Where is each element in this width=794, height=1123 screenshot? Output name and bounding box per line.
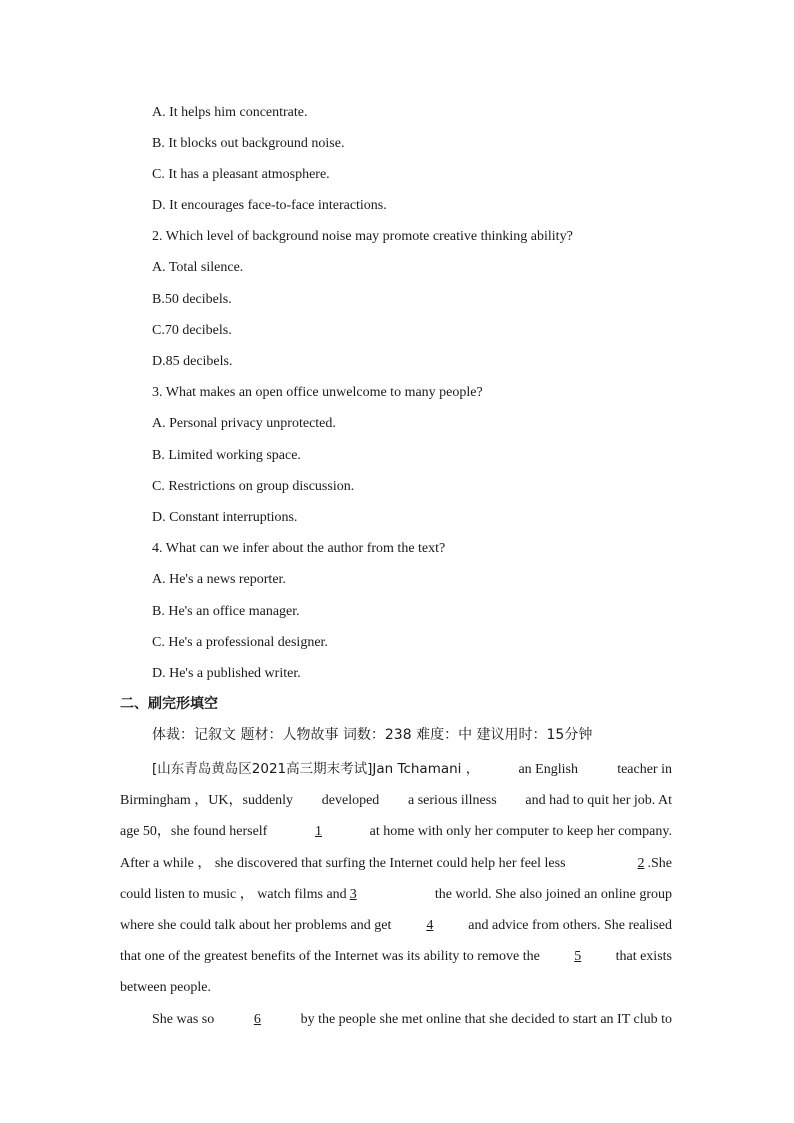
passage-line [120,879,672,910]
passage-text: at home with only her computer to keep her company. [369,824,672,840]
option-4-d: D. He's a published writer. [152,666,301,681]
option-1-d: D. It encourages face-to-face interactions. [152,198,387,213]
passage-line [120,941,672,972]
blank-3[interactable]: 3 [349,886,357,902]
question-2: 2. Which level of background noise may promote creative thinking ability? [152,229,573,244]
blank-4[interactable]: 4 [426,918,434,934]
passage-text: a serious illness [408,793,497,809]
passage-text: .She [647,855,672,871]
passage-text: age 50，she found herself [120,824,268,840]
passage-text: [山东青岛黄岛区2021高三期末考试]Jan Tchamani ， [152,761,480,777]
passage-text: She was so [152,1012,215,1027]
option-1-c: C. It has a pleasant atmosphere. [152,167,330,182]
option-3-b: B. Limited working space. [152,448,301,463]
passage-text: between people. [120,980,211,996]
section-meta: 体裁：记叙文 题材：人物故事 词数：238 难度：中 建议用时：15分钟 [152,727,593,743]
passage-paragraph-2 [120,1004,672,1035]
passage-line [120,848,672,879]
question-3: 3. What makes an open office unwelcome to many people? [152,385,483,400]
passage-line [120,816,672,847]
passage-text: developed [321,793,380,809]
passage-text: the world. She also joined an online group [434,886,672,902]
passage-text: After a while ， she discovered that surfing the Internet could help her feel less [120,855,566,871]
passage-line [120,910,672,941]
option-3-d: D. Constant interruptions. [152,510,298,525]
passage-text: that exists [615,949,672,965]
option-4-a: A. He's a news reporter. [152,572,286,587]
passage-line [120,785,672,816]
blank-6[interactable]: 6 [253,1012,261,1027]
question-4: 4. What can we infer about the author from the text? [152,541,446,556]
option-2-a: A. Total silence. [152,260,244,275]
blank-1[interactable]: 1 [315,824,322,840]
option-1-a: A. It helps him concentrate. [152,105,308,120]
passage-text: where she could talk about her problems and get [120,918,392,934]
passage-text: teacher in [617,762,672,777]
option-2-c: C.70 decibels. [152,323,232,338]
passage-line [120,1004,672,1035]
passage-text-group [635,848,673,879]
passage-paragraph-1 [120,754,672,1004]
passage-text: an English [518,762,578,777]
option-4-c: C. He's a professional designer. [152,635,328,650]
option-1-b: B. It blocks out background noise. [152,136,345,151]
passage-text: could listen to music ， watch films and [120,886,347,902]
option-2-b: B.50 decibels. [152,292,232,307]
passage-line [120,754,672,785]
section-title: 二、刷完形填空 [120,696,218,712]
passage-text: that one of the greatest benefits of the Internet was its ability to remove the [120,949,540,965]
option-3-a: A. Personal privacy unprotected. [152,416,336,431]
blank-5[interactable]: 5 [574,949,582,965]
passage-text: by the people she met online that she decided to start an IT club to [300,1012,672,1027]
option-4-b: B. He's an office manager. [152,604,300,619]
option-2-d: D.85 decibels. [152,354,233,369]
passage-line [120,972,672,1003]
option-3-c: C. Restrictions on group discussion. [152,479,355,494]
passage-text: and had to quit her job. At [525,793,672,809]
passage-text: and advice from others. She realised [468,918,672,934]
passage-text-group [120,879,360,910]
blank-2[interactable]: 2 [637,855,645,871]
passage-text: Birmingham ，UK，suddenly [120,793,294,809]
